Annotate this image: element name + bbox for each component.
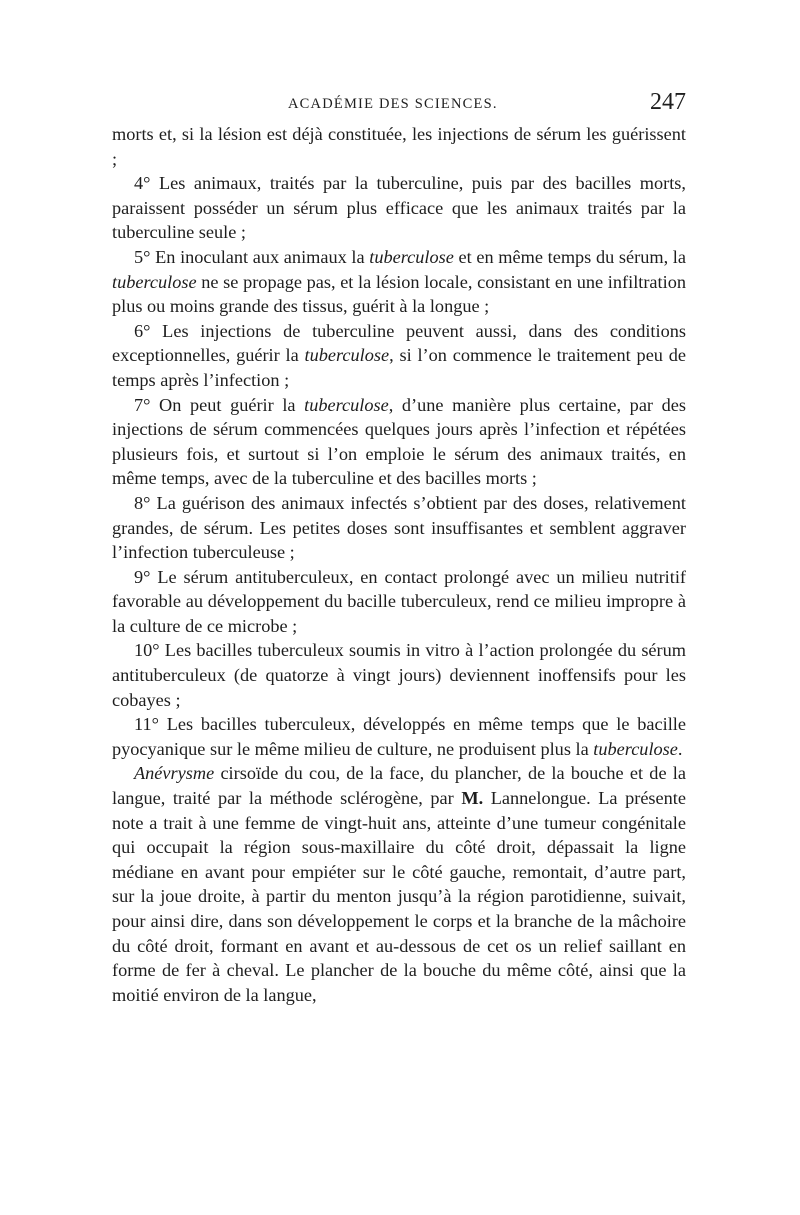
paragraph-1: morts et, si la lésion est déjà constituée, les injections de sérum les guérissent ; xyxy=(112,124,686,169)
paragraph-item-11: 11° Les bacilles tuberculeux, développés en même temps que le bacille pyocyanique sur le même milieu de culture, ne produisent plus la tuberculose. xyxy=(112,714,686,759)
page-number: 247 xyxy=(650,89,686,115)
paragraph-item-8: 8° La guérison des animaux infectés s’obtient par des doses, relativement grandes, de sérum. Les petites doses sont insuffisantes et semblent aggraver l’infection tuberculeuse ; xyxy=(112,492,686,563)
paragraph-anevrysme: Anévrysme cirsoïde du cou, de la face, du plancher, de la bouche et de la langue, traité par la méthode sclérogène, par M. Lannelongue. La présente note a trait à une femme de vingt-huit ans, atteinte d’une tumeur congénitale qui occupait la région sous-maxillaire du côté droit, dépassait la ligne médiane en avant pour empiéter sur le côté gauche, remontait, d’autre part, sur la joue droite, à partir du menton jusqu’à la région parotidienne, suivait, pour ainsi dire, dans son développement le corps et la branche de la mâchoire du côté droit, formant en avant et au-dessous de cet os un relief saillant en forme de fer à cheval. Le plancher de la bouche du même côté, ainsi que la moitié environ de la langue, xyxy=(112,763,686,1005)
page-header xyxy=(112,89,686,122)
running-head: ACADÉMIE DES SCIENCES. xyxy=(288,96,498,112)
paragraph-item-4: 4° Les animaux, traités par la tuberculine, puis par des bacilles morts, paraissent posséder un sérum plus efficace que les animaux traités par la tuberculine seule ; xyxy=(112,173,686,243)
body-text xyxy=(112,122,686,1007)
paragraph-item-10: 10° Les bacilles tuberculeux soumis in vitro à l’action prolongée du sérum antituberculeux (de quatorze à vingt jours) deviennent inoffensifs pour les cobayes ; xyxy=(112,640,686,710)
paragraph-item-9: 9° Le sérum antituberculeux, en contact prolongé avec un milieu nutritif favorable au développement du bacille tuberculeux, rend ce milieu impropre à la culture de ce microbe ; xyxy=(112,566,686,636)
paragraph-item-5: 5° En inoculant aux animaux la tuberculose et en même temps du sérum, la tuberculose ne se propage pas, et la lésion locale, consistant en une infiltration plus ou moins grande des tissus, guérit à la longue ; xyxy=(112,246,686,317)
paragraph-item-6: 6° Les injections de tuberculine peuvent aussi, dans des conditions exceptionnelles, guérir la tuberculose, si l’on commence le traitement peu de temps après l’infection ; xyxy=(112,320,686,390)
book-page xyxy=(112,89,686,1007)
paragraph-item-7: 7° On peut guérir la tuberculose, d’une manière plus certaine, par des injections de sérum commencées quelques jours après l’infection et répétées plusieurs fois, et surtout si l’on emploie le sérum des animaux traités, en même temps, avec de la tuberculine et des bacilles morts ; xyxy=(112,394,686,489)
